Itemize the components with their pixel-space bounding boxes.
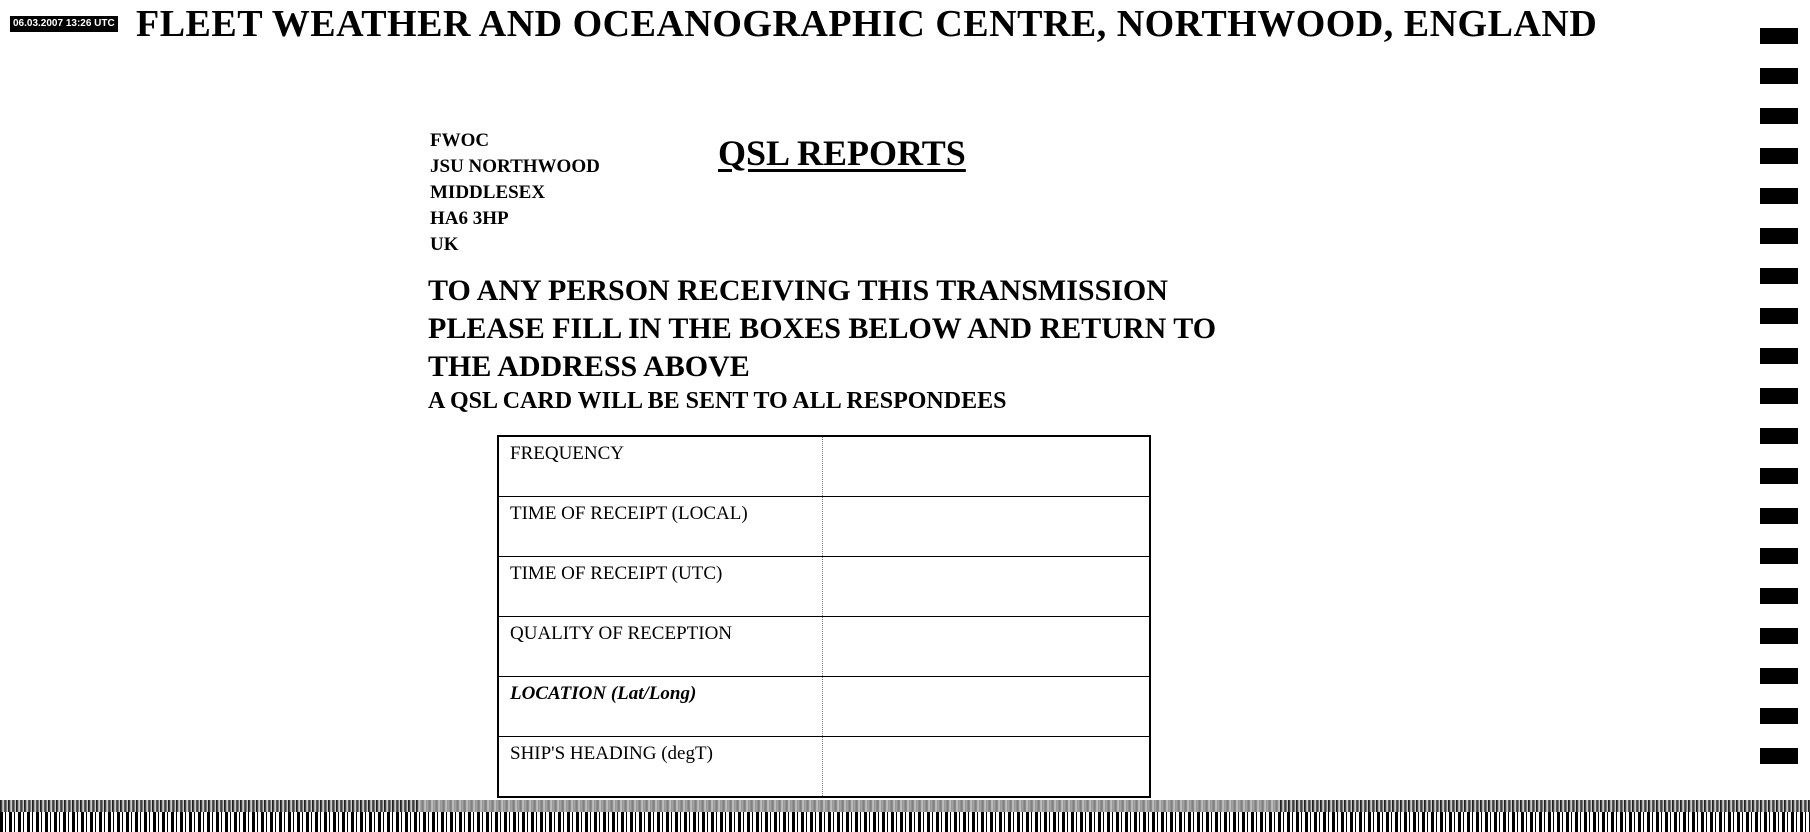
page-title: FLEET WEATHER AND OCEANOGRAPHIC CENTRE, NORTHWOOD, ENGLAND [136, 3, 1598, 45]
quality-field[interactable] [823, 617, 1151, 677]
sync-mark [1760, 68, 1798, 84]
form-row [498, 436, 1150, 497]
location-field[interactable] [823, 677, 1151, 737]
time-utc-field[interactable] [823, 557, 1151, 617]
sync-mark [1760, 388, 1798, 404]
sync-mark [1760, 108, 1798, 124]
sync-mark [1760, 508, 1798, 524]
sync-mark [1760, 748, 1798, 764]
form-row [498, 677, 1150, 737]
qsl-card-note: A QSL CARD WILL BE SENT TO ALL RESPONDEES [428, 388, 1007, 414]
address-line: MIDDLESEX [430, 182, 546, 203]
form-row [498, 557, 1150, 617]
noise-strip [420, 800, 1280, 812]
form-row [498, 737, 1150, 798]
sync-mark [1760, 428, 1798, 444]
sync-mark [1760, 588, 1798, 604]
ship-heading-field[interactable] [823, 737, 1151, 798]
fax-noise-band [0, 800, 1810, 832]
frequency-field[interactable] [823, 436, 1151, 497]
sync-mark [1760, 668, 1798, 684]
sync-mark [1760, 708, 1798, 724]
time-local-field[interactable] [823, 497, 1151, 557]
address-line: FWOC [430, 130, 490, 151]
address-line: UK [430, 234, 459, 255]
form-row [498, 497, 1150, 557]
sync-mark [1760, 548, 1798, 564]
sync-mark [1760, 628, 1798, 644]
sync-mark [1760, 468, 1798, 484]
form-row-label: SHIP'S HEADING (degT) [498, 737, 823, 798]
fax-timestamp: 06.03.2007 13:26 UTC [10, 16, 118, 32]
address-line: HA6 3HP [430, 208, 509, 229]
form-row-label: TIME OF RECEIPT (UTC) [498, 557, 823, 617]
instruction-line: TO ANY PERSON RECEIVING THIS TRANSMISSION [428, 274, 1168, 307]
sync-mark [1760, 268, 1798, 284]
sync-mark [1760, 188, 1798, 204]
qsl-heading: QSL REPORTS [718, 133, 966, 173]
sync-mark [1760, 28, 1798, 44]
sync-mark [1760, 348, 1798, 364]
sync-mark [1760, 228, 1798, 244]
sync-mark [1760, 308, 1798, 324]
fax-sync-marks [1760, 28, 1800, 788]
instructions [428, 272, 1216, 386]
return-address [430, 128, 600, 258]
form-row [498, 617, 1150, 677]
report-form-table [497, 435, 1151, 798]
form-row-label: TIME OF RECEIPT (LOCAL) [498, 497, 823, 557]
form-row-label: QUALITY OF RECEPTION [498, 617, 823, 677]
sync-mark [1760, 148, 1798, 164]
form-row-label: FREQUENCY [498, 436, 823, 497]
form-row-label: LOCATION (Lat/Long) [498, 677, 823, 737]
instruction-line: THE ADDRESS ABOVE [428, 350, 750, 383]
address-line: JSU NORTHWOOD [430, 156, 600, 177]
instruction-line: PLEASE FILL IN THE BOXES BELOW AND RETURN TO [428, 312, 1217, 345]
